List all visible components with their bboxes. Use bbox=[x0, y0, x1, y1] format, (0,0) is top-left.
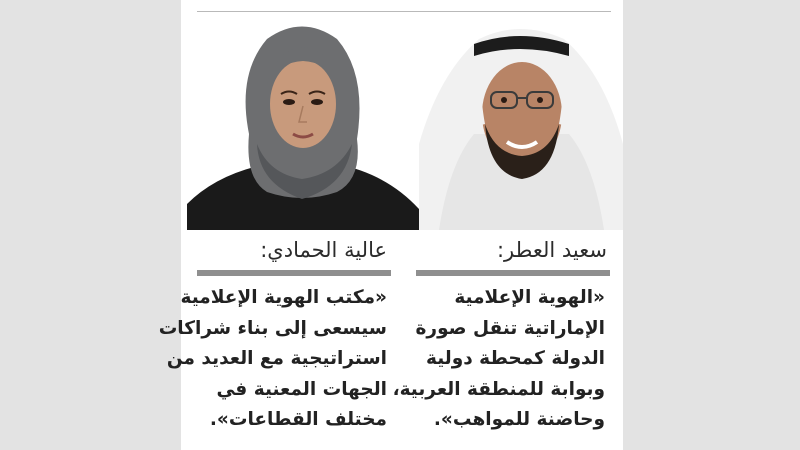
name-underline-bar-right bbox=[416, 270, 610, 276]
quote-line: الإماراتية تنقل صورة bbox=[415, 317, 605, 339]
speaker-name-right: سعيد العطر: bbox=[496, 238, 607, 262]
article-card bbox=[158, 0, 623, 450]
left-margin-background bbox=[0, 0, 181, 450]
quote-line: سيسعى إلى بناء شراكات bbox=[158, 317, 387, 339]
portrait-photo-right bbox=[419, 14, 623, 230]
name-underline-bar-left bbox=[197, 270, 391, 276]
quote-line: «مكتب الهوية الإعلامية bbox=[180, 287, 387, 308]
top-divider bbox=[197, 11, 611, 12]
quote-line: وحاضنة للمواهب». bbox=[433, 409, 605, 430]
quote-line: الدولة كمحطة دولية bbox=[426, 348, 605, 369]
quote-line: الجهات المعنية في bbox=[216, 378, 387, 400]
quote-line: وبوابة للمنطقة العربية، bbox=[392, 378, 605, 400]
quote-left bbox=[158, 283, 387, 436]
portrait-photo-left bbox=[187, 14, 419, 230]
quote-line: مختلف القطاعات». bbox=[209, 409, 387, 430]
right-margin-background bbox=[623, 0, 800, 450]
speaker-name-left: عالية الحمادي: bbox=[260, 238, 387, 262]
quote-right bbox=[392, 283, 605, 436]
quote-line: «الهوية الإعلامية bbox=[454, 287, 605, 308]
quote-line: استراتيجية مع العديد من bbox=[166, 348, 387, 369]
